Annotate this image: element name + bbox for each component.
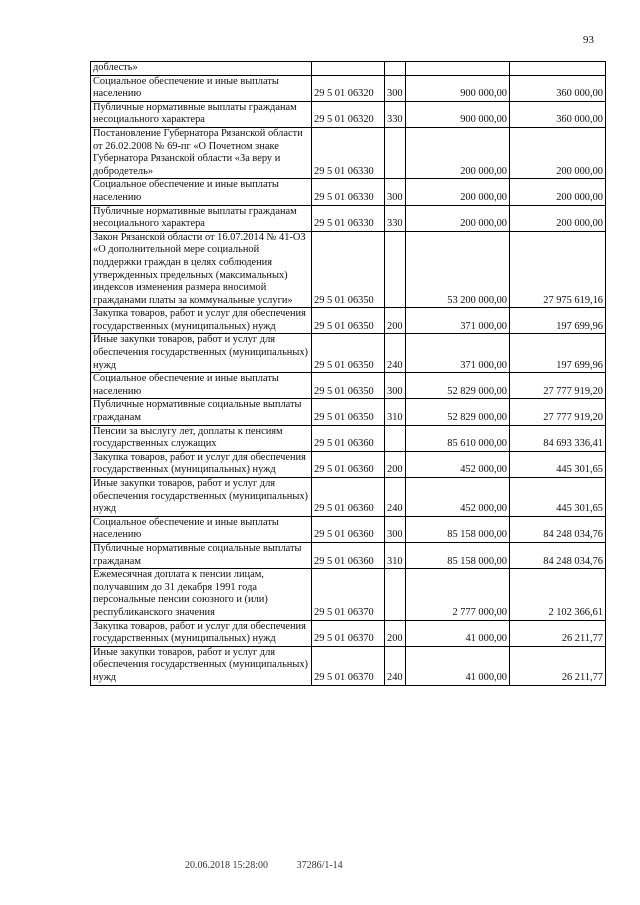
row-expense-type-cell: 200	[385, 620, 406, 646]
row-plan-amount-cell: 52 829 000,00	[406, 373, 510, 399]
row-actual-amount-cell: 26 211,77	[510, 620, 606, 646]
table-row	[91, 373, 606, 399]
row-expense-type-cell: 310	[385, 399, 406, 425]
row-actual-amount-cell: 27 777 919,20	[510, 373, 606, 399]
row-code-cell: 29 5 01 06320	[312, 75, 385, 101]
page-number: 93	[583, 34, 594, 46]
row-plan-amount-cell	[406, 62, 510, 76]
row-actual-amount-cell: 445 301,65	[510, 451, 606, 477]
table-row	[91, 620, 606, 646]
row-expense-type-cell: 310	[385, 542, 406, 568]
row-plan-amount-cell: 452 000,00	[406, 451, 510, 477]
row-expense-type-cell: 240	[385, 334, 406, 373]
row-name-cell: Закупка товаров, работ и услуг для обеспечения государственных (муниципальных) нужд	[91, 451, 312, 477]
table-row	[91, 308, 606, 334]
row-code-cell: 29 5 01 06360	[312, 425, 385, 451]
row-code-cell: 29 5 01 06370	[312, 569, 385, 620]
table-row	[91, 75, 606, 101]
row-plan-amount-cell: 52 829 000,00	[406, 399, 510, 425]
row-code-cell: 29 5 01 06360	[312, 451, 385, 477]
row-plan-amount-cell: 900 000,00	[406, 75, 510, 101]
row-expense-type-cell: 300	[385, 373, 406, 399]
row-plan-amount-cell: 85 158 000,00	[406, 542, 510, 568]
row-actual-amount-cell: 360 000,00	[510, 75, 606, 101]
row-actual-amount-cell: 27 777 919,20	[510, 399, 606, 425]
row-actual-amount-cell: 26 211,77	[510, 646, 606, 685]
row-name-cell: Социальное обеспечение и иные выплаты населению	[91, 516, 312, 542]
row-actual-amount-cell: 200 000,00	[510, 179, 606, 205]
row-name-cell: Социальное обеспечение и иные выплаты населению	[91, 179, 312, 205]
table-row	[91, 478, 606, 517]
row-expense-type-cell	[385, 127, 406, 178]
table-row	[91, 399, 606, 425]
row-name-cell: Социальное обеспечение и иные выплаты населению	[91, 373, 312, 399]
table-row	[91, 101, 606, 127]
row-actual-amount-cell: 27 975 619,16	[510, 231, 606, 308]
row-plan-amount-cell: 41 000,00	[406, 646, 510, 685]
footer	[185, 860, 343, 871]
table-row	[91, 205, 606, 231]
row-actual-amount-cell: 197 699,96	[510, 334, 606, 373]
budget-table	[90, 61, 606, 686]
row-name-cell: Постановление Губернатора Рязанской области от 26.02.2008 № 69-пг «О Почетном знаке Губернатора Рязанской области «За веру и добродетель»	[91, 127, 312, 178]
row-name-cell: Публичные нормативные выплаты гражданам несоциального характера	[91, 101, 312, 127]
row-expense-type-cell: 300	[385, 516, 406, 542]
row-expense-type-cell: 240	[385, 646, 406, 685]
row-expense-type-cell	[385, 569, 406, 620]
row-actual-amount-cell: 197 699,96	[510, 308, 606, 334]
table-row	[91, 334, 606, 373]
row-code-cell: 29 5 01 06350	[312, 373, 385, 399]
table-row	[91, 127, 606, 178]
row-plan-amount-cell: 85 158 000,00	[406, 516, 510, 542]
row-name-cell: Закупка товаров, работ и услуг для обеспечения государственных (муниципальных) нужд	[91, 620, 312, 646]
row-plan-amount-cell: 200 000,00	[406, 179, 510, 205]
row-actual-amount-cell: 84 248 034,76	[510, 542, 606, 568]
row-code-cell: 29 5 01 06330	[312, 179, 385, 205]
row-actual-amount-cell: 2 102 366,61	[510, 569, 606, 620]
row-code-cell: 29 5 01 06350	[312, 308, 385, 334]
row-code-cell: 29 5 01 06360	[312, 478, 385, 517]
row-expense-type-cell: 200	[385, 451, 406, 477]
table-row	[91, 231, 606, 308]
row-name-cell: Ежемесячная доплата к пенсии лицам, получавшим до 31 декабря 1991 года персональные пенсии союзного и (или) республиканского значения	[91, 569, 312, 620]
table-row	[91, 569, 606, 620]
row-expense-type-cell	[385, 425, 406, 451]
table-row	[91, 516, 606, 542]
row-expense-type-cell: 200	[385, 308, 406, 334]
row-expense-type-cell	[385, 231, 406, 308]
row-actual-amount-cell: 200 000,00	[510, 127, 606, 178]
row-actual-amount-cell	[510, 62, 606, 76]
row-plan-amount-cell: 452 000,00	[406, 478, 510, 517]
row-plan-amount-cell: 900 000,00	[406, 101, 510, 127]
row-code-cell: 29 5 01 06330	[312, 205, 385, 231]
row-name-cell: Закон Рязанской области от 16.07.2014 № 41-ОЗ «О дополнительной мере социальной поддержки граждан в целях соблюдения утвержденных предельных (максимальных) индексов изменения размера вносимой гражданами платы за коммунальные услуги»	[91, 231, 312, 308]
row-plan-amount-cell: 371 000,00	[406, 334, 510, 373]
row-code-cell: 29 5 01 06350	[312, 231, 385, 308]
table-row	[91, 451, 606, 477]
row-plan-amount-cell: 200 000,00	[406, 205, 510, 231]
table-row	[91, 646, 606, 685]
row-actual-amount-cell: 360 000,00	[510, 101, 606, 127]
row-actual-amount-cell: 200 000,00	[510, 205, 606, 231]
row-plan-amount-cell: 85 610 000,00	[406, 425, 510, 451]
row-name-cell: Публичные нормативные социальные выплаты гражданам	[91, 399, 312, 425]
row-expense-type-cell: 330	[385, 101, 406, 127]
row-expense-type-cell: 300	[385, 179, 406, 205]
row-code-cell: 29 5 01 06360	[312, 516, 385, 542]
row-name-cell: Публичные нормативные социальные выплаты гражданам	[91, 542, 312, 568]
row-code-cell: 29 5 01 06350	[312, 399, 385, 425]
row-code-cell: 29 5 01 06360	[312, 542, 385, 568]
row-name-cell: Иные закупки товаров, работ и услуг для обеспечения государственных (муниципальных) нужд	[91, 334, 312, 373]
table-row	[91, 62, 606, 76]
row-expense-type-cell: 330	[385, 205, 406, 231]
row-code-cell: 29 5 01 06370	[312, 620, 385, 646]
row-name-cell: Иные закупки товаров, работ и услуг для обеспечения государственных (муниципальных) нужд	[91, 646, 312, 685]
row-code-cell: 29 5 01 06370	[312, 646, 385, 685]
table-row	[91, 179, 606, 205]
row-name-cell: Социальное обеспечение и иные выплаты населению	[91, 75, 312, 101]
row-expense-type-cell: 300	[385, 75, 406, 101]
row-plan-amount-cell: 200 000,00	[406, 127, 510, 178]
footer-document-number: 37286/1-14	[296, 860, 343, 871]
row-expense-type-cell	[385, 62, 406, 76]
row-code-cell: 29 5 01 06350	[312, 334, 385, 373]
table-row	[91, 542, 606, 568]
row-plan-amount-cell: 371 000,00	[406, 308, 510, 334]
row-actual-amount-cell: 445 301,65	[510, 478, 606, 517]
row-name-cell: доблесть»	[91, 62, 312, 76]
footer-timestamp: 20.06.2018 15:28:00	[185, 860, 269, 871]
row-plan-amount-cell: 2 777 000,00	[406, 569, 510, 620]
row-name-cell: Публичные нормативные выплаты гражданам несоциального характера	[91, 205, 312, 231]
budget-table-body	[91, 62, 606, 686]
row-expense-type-cell: 240	[385, 478, 406, 517]
row-name-cell: Закупка товаров, работ и услуг для обеспечения государственных (муниципальных) нужд	[91, 308, 312, 334]
row-plan-amount-cell: 53 200 000,00	[406, 231, 510, 308]
row-name-cell: Пенсии за выслугу лет, доплаты к пенсиям государственных служащих	[91, 425, 312, 451]
row-code-cell	[312, 62, 385, 76]
row-plan-amount-cell: 41 000,00	[406, 620, 510, 646]
row-code-cell: 29 5 01 06320	[312, 101, 385, 127]
row-actual-amount-cell: 84 693 336,41	[510, 425, 606, 451]
table-row	[91, 425, 606, 451]
row-name-cell: Иные закупки товаров, работ и услуг для обеспечения государственных (муниципальных) нужд	[91, 478, 312, 517]
row-code-cell: 29 5 01 06330	[312, 127, 385, 178]
row-actual-amount-cell: 84 248 034,76	[510, 516, 606, 542]
